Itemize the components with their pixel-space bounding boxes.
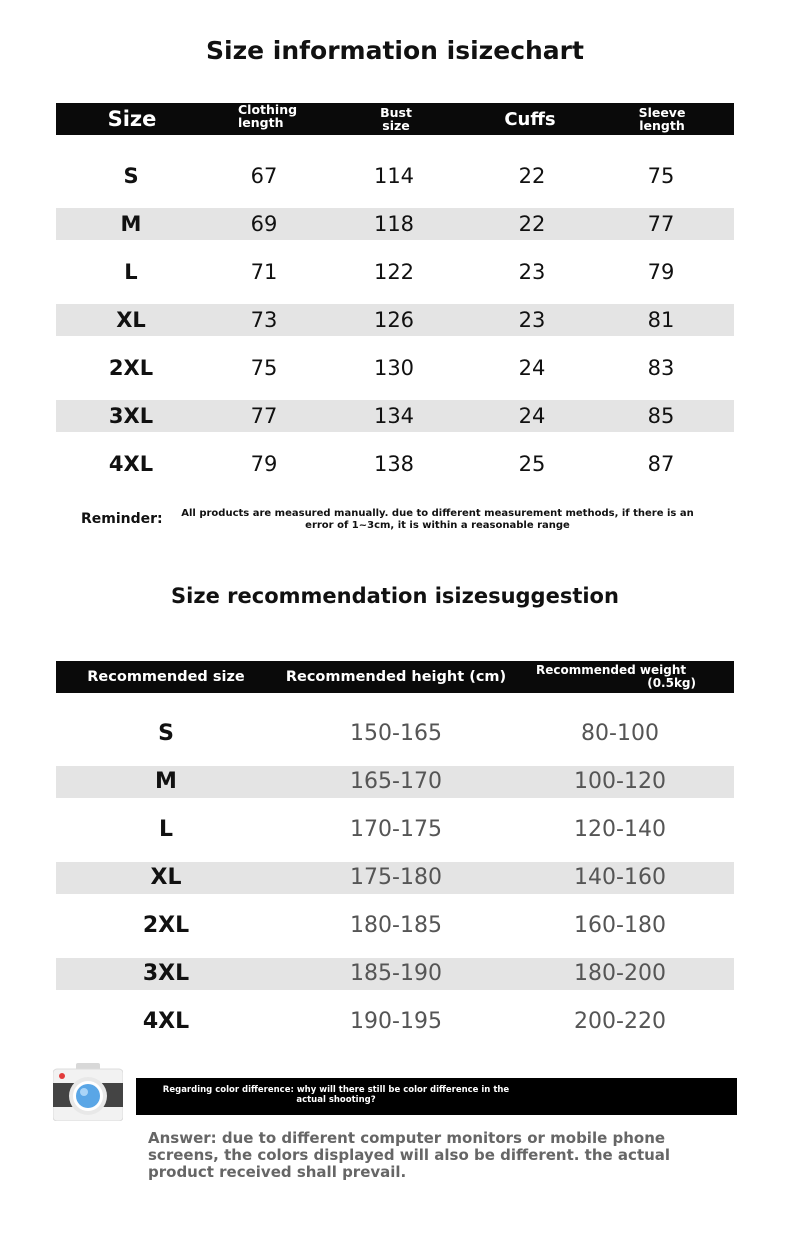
- cell-recommended-weight: 120-140: [574, 817, 666, 842]
- reminder-text: All products are measured manually. due to different measurement methods, if there is an error of 1~3cm, it is within a reasonable range: [181, 508, 694, 531]
- size-chart-header: [56, 103, 734, 135]
- header-sleeve-length: Sleeve length: [638, 105, 686, 133]
- cell-size: L: [124, 260, 138, 284]
- cell-recommended-size: 4XL: [142, 1009, 190, 1034]
- table-row: [56, 160, 734, 192]
- cell-recommended-size: M: [155, 769, 177, 794]
- cell-bust-size: 130: [373, 356, 415, 380]
- table-row: [56, 208, 734, 240]
- cell-bust-size: 114: [373, 164, 415, 188]
- table-row: [56, 814, 734, 846]
- table-row: [56, 862, 734, 894]
- cell-recommended-weight: 200-220: [574, 1009, 666, 1034]
- header-cuffs: Cuffs: [504, 108, 556, 130]
- size-chart-title: Size information isizechart: [206, 36, 584, 65]
- header-recommended-weight: Recommended weight (0.5kg): [536, 663, 696, 690]
- recommendation-header: [56, 661, 734, 693]
- cell-size: S: [123, 164, 139, 188]
- cell-clothing-length: 75: [250, 356, 278, 380]
- cell-sleeve-length: 85: [647, 404, 675, 428]
- cell-recommended-height: 185-190: [350, 961, 442, 986]
- header-size: Size: [107, 107, 157, 131]
- cell-recommended-size: 3XL: [142, 961, 190, 986]
- header-recommended-size: Recommended size: [87, 669, 245, 685]
- cell-recommended-height: 170-175: [350, 817, 442, 842]
- table-row: [56, 256, 734, 288]
- cell-recommended-size: XL: [150, 865, 182, 890]
- cell-clothing-length: 79: [250, 452, 278, 476]
- cell-bust-size: 126: [373, 308, 415, 332]
- cell-clothing-length: 77: [250, 404, 278, 428]
- cell-sleeve-length: 87: [647, 452, 675, 476]
- cell-recommended-height: 165-170: [350, 769, 442, 794]
- cell-clothing-length: 71: [250, 260, 278, 284]
- header-clothing-length: Clothing length: [238, 102, 298, 130]
- color-difference-answer: Answer: due to different computer monitors or mobile phone screens, the colors displayed will also be different. the actual product received shall prevail.: [148, 1129, 671, 1181]
- cell-cuffs: 25: [518, 452, 546, 476]
- cell-size: 3XL: [108, 404, 154, 428]
- recommendation-title: Size recommendation isizesuggestion: [171, 584, 619, 608]
- cell-bust-size: 138: [373, 452, 415, 476]
- cell-sleeve-length: 79: [647, 260, 675, 284]
- cell-recommended-height: 150-165: [350, 721, 442, 746]
- cell-size: M: [120, 212, 142, 236]
- cell-sleeve-length: 81: [647, 308, 675, 332]
- cell-clothing-length: 73: [250, 308, 278, 332]
- cell-recommended-weight: 160-180: [574, 913, 666, 938]
- table-row: [56, 304, 734, 336]
- cell-recommended-weight: 140-160: [574, 865, 666, 890]
- cell-recommended-height: 190-195: [350, 1009, 442, 1034]
- table-row: [56, 448, 734, 480]
- reminder-label: Reminder:: [81, 511, 163, 527]
- table-row: [56, 400, 734, 432]
- cell-size: 2XL: [108, 356, 154, 380]
- cell-recommended-size: S: [158, 721, 174, 746]
- cell-recommended-height: 180-185: [350, 913, 442, 938]
- cell-recommended-weight: 100-120: [574, 769, 666, 794]
- cell-bust-size: 118: [373, 212, 415, 236]
- cell-clothing-length: 67: [250, 164, 278, 188]
- cell-cuffs: 22: [518, 164, 546, 188]
- cell-clothing-length: 69: [250, 212, 278, 236]
- cell-sleeve-length: 83: [647, 356, 675, 380]
- cell-recommended-size: 2XL: [142, 913, 190, 938]
- table-row: [56, 766, 734, 798]
- cell-recommended-height: 175-180: [350, 865, 442, 890]
- color-difference-question-bar: [136, 1078, 737, 1115]
- cell-cuffs: 24: [518, 404, 546, 428]
- cell-bust-size: 134: [373, 404, 415, 428]
- cell-size: XL: [116, 308, 146, 332]
- color-difference-question: Regarding color difference: why will there still be color difference in the actual shooting?: [162, 1085, 510, 1105]
- cell-cuffs: 23: [518, 308, 546, 332]
- camera-icon: [53, 1063, 123, 1121]
- cell-sleeve-length: 77: [647, 212, 675, 236]
- cell-recommended-size: L: [158, 817, 174, 842]
- cell-cuffs: 24: [518, 356, 546, 380]
- table-row: [56, 1006, 734, 1038]
- header-bust-size: Bust size: [380, 105, 412, 133]
- header-recommended-height: Recommended height (cm): [285, 669, 507, 685]
- table-row: [56, 718, 734, 750]
- cell-cuffs: 22: [518, 212, 546, 236]
- cell-recommended-weight: 80-100: [581, 721, 659, 746]
- table-row: [56, 958, 734, 990]
- cell-cuffs: 23: [518, 260, 546, 284]
- table-row: [56, 910, 734, 942]
- cell-recommended-weight: 180-200: [574, 961, 666, 986]
- table-row: [56, 352, 734, 384]
- cell-bust-size: 122: [373, 260, 415, 284]
- cell-size: 4XL: [108, 452, 154, 476]
- cell-sleeve-length: 75: [647, 164, 675, 188]
